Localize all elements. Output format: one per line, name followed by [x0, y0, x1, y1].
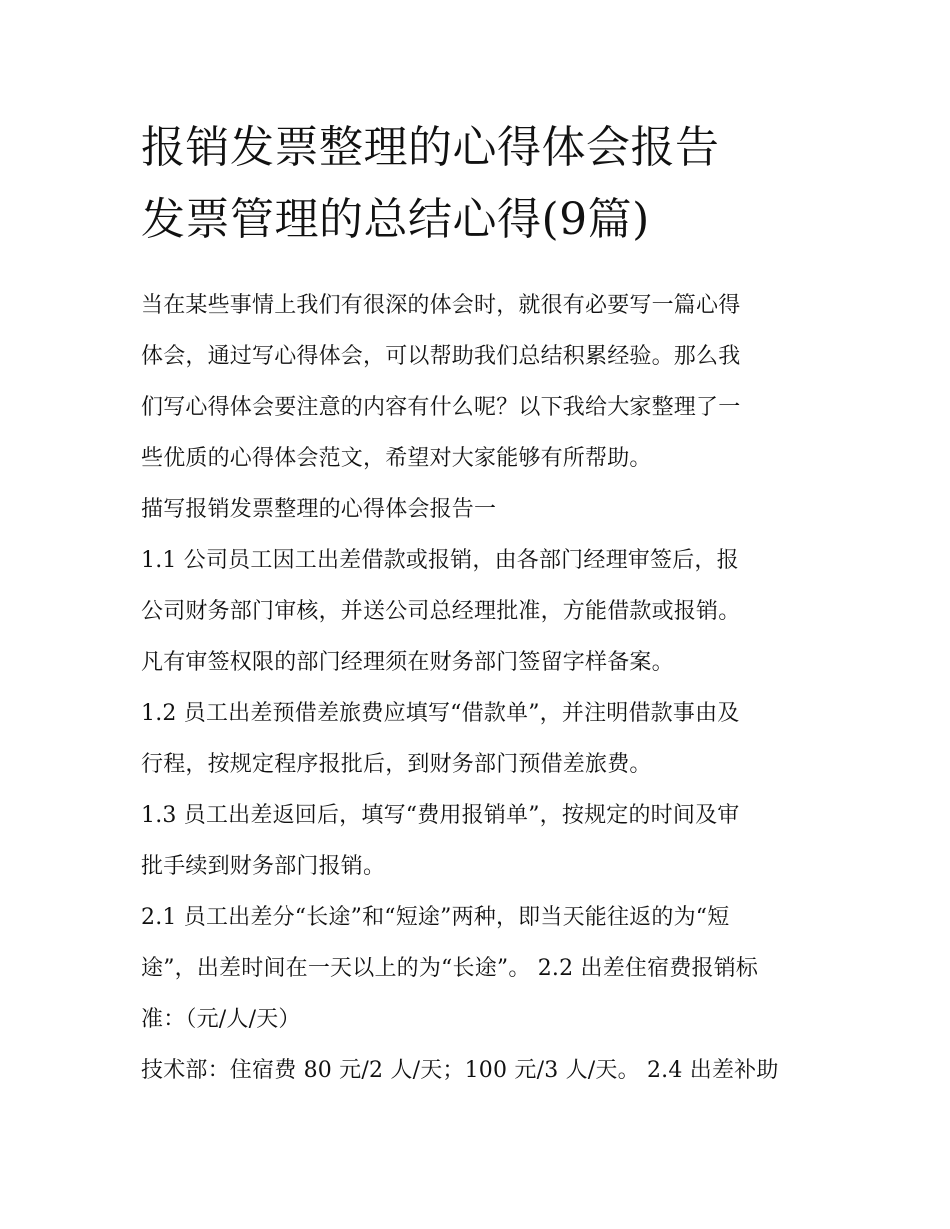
intro-line: 些优质的心得体会范文，希望对大家能够有所帮助。 [141, 446, 652, 471]
document-body [141, 280, 821, 1096]
clause-line: 行程，按规定程序报批后，到财务部门预借差旅费。 [141, 752, 652, 777]
clause-line: 2.1 员工出差分“长途”和“短途”两种，即当天能往返的为“短 [141, 905, 730, 930]
clause-line: 准：（元/人/天） [141, 1007, 301, 1032]
document-title [141, 112, 821, 256]
clause-line: 途”，出差时间在一天以上的为“长途”。 2.2 出差住宿费报销标 [141, 956, 759, 981]
clause-line: 1.3 员工出差返回后，填写“费用报销单”，按规定的时间及审 [141, 803, 740, 828]
title-line: 报销发票整理的心得体会报告 [141, 122, 720, 173]
clause-line: 技术部：住宿费 80 元/2 人/天；100 元/3 人/天。 2.4 出差补助 [141, 1058, 779, 1083]
intro-line: 体会，通过写心得体会，可以帮助我们总结积累经验。那么我 [141, 344, 741, 369]
document-page [141, 112, 821, 1096]
section-heading: 描写报销发票整理的心得体会报告一 [141, 497, 497, 522]
intro-line: 们写心得体会要注意的内容有什么呢？以下我给大家整理了一 [141, 395, 741, 420]
clause-line: 凡有审签权限的部门经理须在财务部门签留字样备案。 [141, 650, 674, 675]
clause-line: 1.1 公司员工因工出差借款或报销，由各部门经理审签后，报 [141, 548, 739, 573]
clause-line: 1.2 员工出差预借差旅费应填写“借款单”，并注明借款事由及 [141, 701, 740, 726]
intro-line: 当在某些事情上我们有很深的体会时，就很有必要写一篇心得 [141, 293, 741, 318]
title-line: 发票管理的总结心得(9篇) [141, 194, 650, 245]
clause-line: 批手续到财务部门报销。 [141, 854, 386, 879]
clause-line: 公司财务部门审核，并送公司总经理批准，方能借款或报销。 [141, 599, 741, 624]
